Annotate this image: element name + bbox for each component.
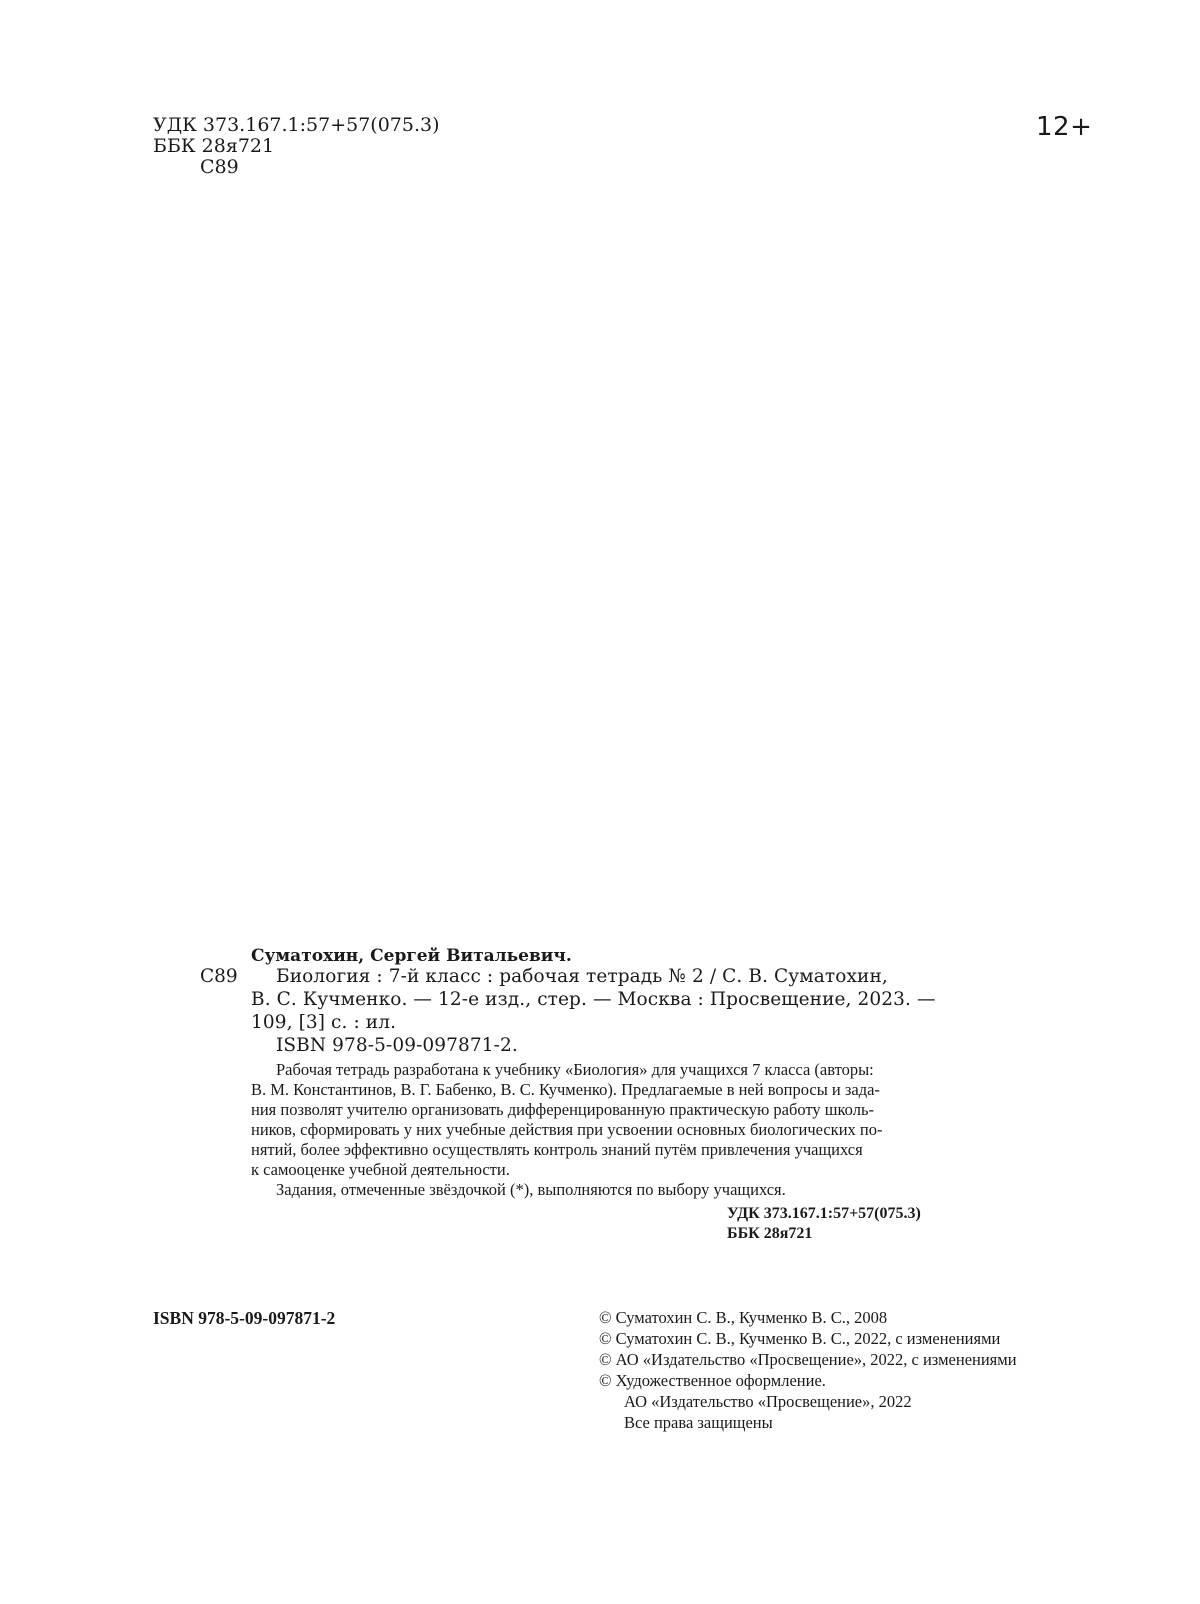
annotation-line-6: к самооценке учебной деятельности. (251, 1160, 510, 1179)
annotation-line-1: Рабочая тетрадь разработана к учебнику «Биология» для учащихся 7 класса (авторы: (276, 1060, 874, 1079)
header-udk: УДК 373.167.1:57+57(075.3) (153, 114, 440, 136)
rights-line: Все права защищены (624, 1413, 773, 1432)
card-author-mark: С89 (200, 966, 238, 987)
card-udk: УДК 373.167.1:57+57(075.3) (727, 1205, 921, 1222)
annotation-line-2: В. М. Константинов, В. Г. Бабенко, В. С. Кучменко). Предлагаемые в ней вопросы и зада- (251, 1080, 880, 1099)
card-title-line-1: Биология : 7-й класс : рабочая тетрадь № 2 / С. В. Суматохин, (276, 966, 888, 987)
header-author-mark: С89 (200, 156, 239, 178)
annotation-line-3: ния позволят учителю организовать дифференцированную практическую работу школь- (251, 1100, 874, 1119)
footer-isbn: ISBN 978-5-09-097871-2 (153, 1308, 336, 1328)
copyright-line-3: © АО «Издательство «Просвещение», 2022, с изменениями (599, 1350, 1017, 1369)
age-rating: 12+ (1036, 112, 1093, 142)
copyright-line-2: © Суматохин С. В., Кучменко В. С., 2022, с изменениями (599, 1329, 1001, 1348)
card-title-line-3: 109, [3] с. : ил. (251, 1012, 397, 1033)
annotation-line-4: ников, сформировать у них учебные действия при усвоении основных биологических по- (251, 1120, 883, 1139)
card-author: Суматохин, Сергей Витальевич. (251, 946, 572, 966)
copyright-line-1: © Суматохин С. В., Кучменко В. С., 2008 (599, 1308, 888, 1327)
card-bbk: ББК 28я721 (727, 1225, 813, 1242)
header-bbk: ББК 28я721 (153, 135, 275, 157)
card-title-line-2: В. С. Кучменко. — 12-е изд., стер. — Москва : Просвещение, 2023. — (251, 989, 936, 1010)
annotation-line-5: нятий, более эффективно осуществлять контроль знаний путём привлечения учащихся (251, 1140, 863, 1159)
publisher-line: АО «Издательство «Просвещение», 2022 (624, 1392, 912, 1411)
card-isbn: ISBN 978-5-09-097871-2. (276, 1035, 518, 1056)
annotation-note: Задания, отмеченные звёздочкой (*), выполняются по выбору учащихся. (276, 1180, 786, 1199)
copyright-line-4: © Художественное оформление. (599, 1371, 826, 1390)
